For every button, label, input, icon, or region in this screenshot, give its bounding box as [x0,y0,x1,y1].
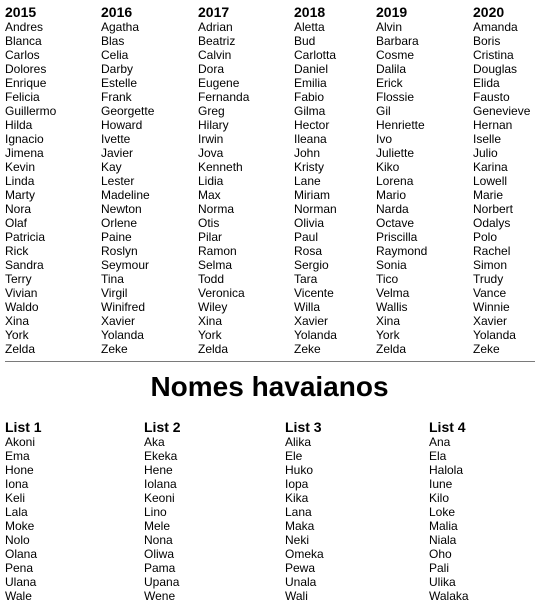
year-name: Hector [294,118,330,132]
year-name: Ivette [101,132,131,146]
year-name: Zeke [294,342,321,356]
list-name: Iune [429,477,453,491]
year-name: York [376,328,400,342]
list-name: Loke [429,505,456,519]
year-column-2017 [198,5,249,356]
year-name: Xavier [294,314,329,328]
year-name: Lorena [376,174,414,188]
year-column-2015 [5,5,56,356]
year-name: Kay [101,160,122,174]
year-name: Norma [198,202,235,216]
list-name: Wene [144,589,176,603]
year-column-2020 [473,5,530,356]
year-header: 2018 [294,4,326,20]
year-name: Alvin [376,20,403,34]
year-name: Javier [101,146,134,160]
year-name: Zeke [101,342,128,356]
list-name: Maka [285,519,315,533]
year-name: Georgette [101,104,155,118]
year-name: Juliette [376,146,415,160]
year-name: Kevin [5,160,36,174]
list-name: Ulana [5,575,37,589]
section-divider [5,361,535,362]
list-header: List 4 [429,419,466,435]
list-name: Halola [429,463,464,477]
list-name: Nona [144,533,173,547]
list-name: Oliwa [144,547,175,561]
year-name: Xavier [473,314,508,328]
year-name: Bud [294,34,316,48]
section-title: Nomes havaianos [150,371,389,402]
year-name: Selma [198,258,233,272]
list-name: Neki [285,533,310,547]
year-name: Roslyn [101,244,138,258]
year-name: Max [198,188,221,202]
list-name: Malia [429,519,458,533]
year-name: Linda [5,174,35,188]
year-name: Newton [101,202,142,216]
year-name: Willa [294,300,320,314]
year-name: Velma [376,286,410,300]
year-name: Nora [5,202,32,216]
list-name: Mele [144,519,171,533]
year-name: Dora [198,62,225,76]
year-name: Norman [294,202,337,216]
year-name: Winnie [473,300,510,314]
year-name: Odalys [473,216,511,230]
list-column-3 [285,420,324,603]
year-name: Lowell [473,174,508,188]
year-name: Calvin [198,48,232,62]
year-name: Agatha [101,20,140,34]
year-name: Hilary [198,118,229,132]
year-name: Eugene [198,76,240,90]
year-name: Xavier [101,314,136,328]
year-name: Sergio [294,258,329,272]
year-name: Cristina [473,48,514,62]
year-name: Greg [198,104,225,118]
list-column-4 [429,420,469,603]
list-name: Lala [5,505,28,519]
list-name: Iona [5,477,29,491]
year-name: Yolanda [473,328,516,342]
year-name: John [294,146,321,160]
year-name: Simon [473,258,508,272]
list-column-2 [144,420,181,603]
year-name: Madeline [101,188,150,202]
year-column-2018 [294,5,337,356]
year-name: Olaf [5,216,28,230]
year-header: 2016 [101,4,133,20]
list-name: Omeka [285,547,324,561]
year-name: Lidia [198,174,224,188]
year-name: Hilda [5,118,33,132]
year-name: Guillermo [5,104,57,118]
year-name: Sandra [5,258,44,272]
year-name: Fernanda [198,90,250,104]
year-name: Polo [473,230,498,244]
list-name: Pena [5,561,34,575]
year-name: Erick [376,76,403,90]
year-name: Carlos [5,48,40,62]
year-name: Seymour [101,258,150,272]
year-name: Xina [376,314,401,328]
year-name: Wiley [198,300,228,314]
list-column-1 [5,420,42,603]
year-name: Adrian [198,20,233,34]
year-name: Lane [294,174,321,188]
year-name: Rick [5,244,29,258]
year-name: Zeke [473,342,500,356]
year-name: Jimena [5,146,44,160]
year-name: Genevieve [473,104,531,118]
year-name: Trudy [473,272,504,286]
list-name: Wale [5,589,32,603]
year-name: York [5,328,29,342]
list-name: Ana [429,435,451,449]
year-name: Octave [376,216,415,230]
year-name: Narda [376,202,409,216]
year-name: Douglas [473,62,518,76]
year-name: Waldo [5,300,39,314]
list-name: Akoni [5,435,36,449]
year-name: Xina [5,314,30,328]
year-name: Henriette [376,118,425,132]
list-name: Pama [144,561,176,575]
year-name: Howard [101,118,143,132]
year-name: Paine [101,230,132,244]
year-name: Norbert [473,202,514,216]
year-name: Frank [101,90,132,104]
list-name: Kilo [429,491,450,505]
year-name: Patricia [5,230,46,244]
list-name: Aka [144,435,165,449]
year-name: Ignacio [5,132,44,146]
hawaiian-names-table [5,420,535,604]
year-name: Andres [5,20,44,34]
year-name: Celia [101,48,129,62]
year-name: Vicente [294,286,334,300]
year-name: Kenneth [198,160,243,174]
list-name: Ema [5,449,30,463]
list-name: Lana [285,505,312,519]
year-name: Yolanda [294,328,337,342]
year-name: Irwin [198,132,224,146]
year-name: Vance [473,286,507,300]
year-name: Kiko [376,160,400,174]
year-name: Todd [198,272,225,286]
list-name: Iolana [144,477,177,491]
year-name: Amanda [473,20,518,34]
year-name: Zelda [198,342,229,356]
year-name: Vivian [5,286,38,300]
year-name: Sonia [376,258,407,272]
year-name: Carlotta [294,48,337,62]
list-name: Lino [144,505,167,519]
year-name: Elida [473,76,500,90]
year-name: Felicia [5,90,40,104]
year-name: Priscilla [376,230,418,244]
year-name: Iselle [473,132,502,146]
list-name: Ekeka [144,449,178,463]
year-names-table [5,5,535,357]
list-name: Keli [5,491,26,505]
list-name: Wali [285,589,308,603]
year-name: Terry [5,272,32,286]
year-name: Ramon [198,244,237,258]
year-name: Wallis [376,300,408,314]
year-name: Kristy [294,160,324,174]
year-name: Winifred [101,300,146,314]
list-header: List 1 [5,419,42,435]
year-name: Paul [294,230,319,244]
year-name: Blas [101,34,125,48]
year-name: Veronica [198,286,245,300]
list-name: Unala [285,575,317,589]
list-name: Keoni [144,491,175,505]
year-name: Aletta [294,20,325,34]
year-header: 2020 [473,4,505,20]
list-name: Pewa [285,561,316,575]
year-name: Tara [294,272,318,286]
year-name: Rachel [473,244,511,258]
year-name: Gilma [294,104,326,118]
year-name: Tico [376,272,399,286]
list-name: Ela [429,449,447,463]
list-header: List 2 [144,419,181,435]
year-name: Gil [376,104,391,118]
list-header: List 3 [285,419,322,435]
year-name: Orlene [101,216,138,230]
list-name: Niala [429,533,457,547]
list-name: Iopa [285,477,309,491]
year-header: 2019 [376,4,408,20]
list-name: Moke [5,519,35,533]
year-name: Mario [376,188,407,202]
year-name: Ivo [376,132,393,146]
year-header: 2015 [5,4,37,20]
year-name: Jova [198,146,224,160]
year-header: 2017 [198,4,230,20]
list-name: Ulika [429,575,456,589]
year-name: Tina [101,272,124,286]
year-name: Miriam [294,188,330,202]
year-name: Daniel [294,62,329,76]
list-name: Pali [429,561,450,575]
year-name: Marie [473,188,504,202]
year-name: Flossie [376,90,415,104]
year-name: Zelda [5,342,36,356]
list-name: Upana [144,575,180,589]
year-name: Barbara [376,34,419,48]
year-name: Karina [473,160,508,174]
list-name: Oho [429,547,452,561]
year-column-2016 [101,5,154,356]
year-name: Dalila [376,62,407,76]
year-name: Blanca [5,34,42,48]
year-name: Fausto [473,90,510,104]
year-name: Yolanda [101,328,144,342]
year-name: Julio [473,146,498,160]
year-name: Rosa [294,244,323,258]
year-name: Boris [473,34,501,48]
year-name: Emilia [294,76,327,90]
year-name: Raymond [376,244,428,258]
year-name: Zelda [376,342,407,356]
list-name: Olana [5,547,38,561]
year-name: Hernan [473,118,513,132]
year-name: Olivia [294,216,325,230]
year-name: Estelle [101,76,138,90]
year-name: Dolores [5,62,47,76]
year-column-2019 [376,5,427,356]
year-name: York [198,328,222,342]
list-name: Walaka [429,589,469,603]
list-name: Nolo [5,533,30,547]
year-name: Ileana [294,132,327,146]
year-name: Fabio [294,90,325,104]
year-name: Lester [101,174,135,188]
list-name: Huko [285,463,314,477]
year-name: Xina [198,314,223,328]
year-name: Darby [101,62,134,76]
year-name: Marty [5,188,35,202]
list-name: Ele [285,449,303,463]
year-name: Otis [198,216,220,230]
year-name: Virgil [101,286,128,300]
year-name: Enrique [5,76,47,90]
list-name: Kika [285,491,309,505]
list-name: Alika [285,435,312,449]
year-name: Pilar [198,230,223,244]
list-name: Hone [5,463,34,477]
list-name: Hene [144,463,173,477]
year-name: Cosme [376,48,415,62]
year-name: Beatriz [198,34,236,48]
